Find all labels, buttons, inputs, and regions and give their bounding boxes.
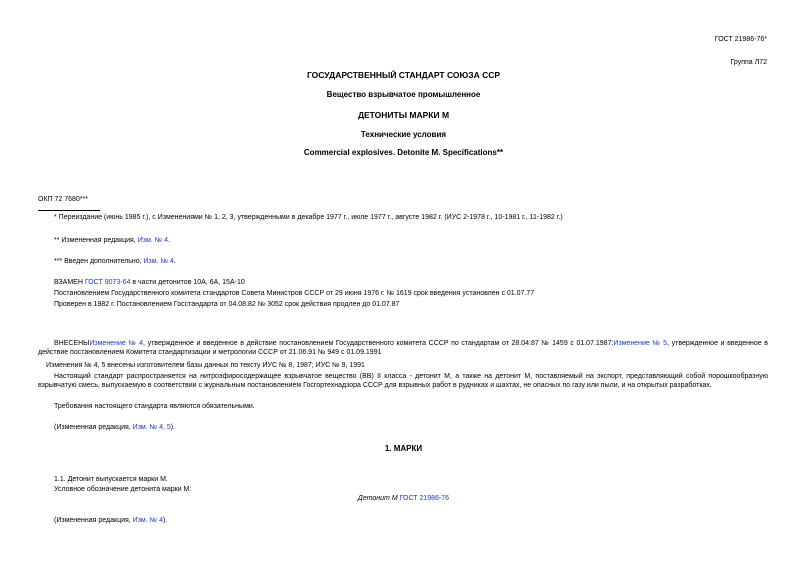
replaced-standard-link[interactable]: ГОСТ 9073-64 xyxy=(84,279,131,286)
footnote-divider xyxy=(38,210,100,211)
standard-subject: Вещество взрывчатое промышленное xyxy=(326,90,481,99)
amendments-text-1: , утвержденное и введенное в действие постановлением Государственного комитета СССР по стандартам от 28.04.87 № 1459 с 01.07.1987; xyxy=(143,340,614,347)
designation-label: Условное обозначение детонита марки М: xyxy=(54,486,192,493)
requirements-text: Требования настоящего стандарта являются обязательными. xyxy=(54,403,255,410)
replaces-prefix: ВЗАМЕН xyxy=(54,279,85,286)
section-item-1-1: 1.1. Детонит выпускается марки М. xyxy=(54,476,168,483)
document-code: ГОСТ 21986-76* xyxy=(714,36,767,43)
standard-title: ГОСУДАРСТВЕННЫЙ СТАНДАРТ СОЮЗА ССР xyxy=(306,70,501,80)
revision-2-link[interactable]: Изм. № 4 xyxy=(132,517,163,524)
footnote-introduced xyxy=(54,258,176,267)
document-group: Группа Л72 xyxy=(730,59,767,66)
footnote-introduced-link[interactable]: Изм. № 4 xyxy=(143,258,174,265)
section-heading: 1. МАРКИ xyxy=(384,444,423,453)
english-title: Commercial explosives. Detonite M. Specifications** xyxy=(303,148,504,157)
okp-code: ОКП 72 7680*** xyxy=(38,196,88,203)
footnote-changed-suffix: . xyxy=(168,237,170,244)
designation-example-prefix: Детонит М xyxy=(357,495,400,502)
designation-example xyxy=(0,495,807,504)
checked-line: Проверен в 1982 г. Постановлением Госстандарта от 04.08.82 № 3052 срок действия продлен до 01.07.87 xyxy=(54,301,400,308)
footnote-changed xyxy=(54,237,170,246)
amendment-5-link[interactable]: Изменение № 5 xyxy=(613,340,668,347)
footnote-reissue: * Переиздание (июнь 1985 г.), с Изменениями № 1, 2, 3, утвержденными в декабре 1977 г., июле 1977 г., августе 1982 г. (ИУС 2-1978 г., 10-1981 г., 11-1982 г.) xyxy=(54,214,563,221)
scope-paragraph: Настоящий стандарт распространяется на нитроэфиросодержащее взрывчатое вещество (ВВ) II класса - детонит М, а также на детонит М, поставляемый на экспорт, представляющий собой порошкообразную взрывчатую смесь, выпускаемую в соответствии с журнальным постановлением Госгортехнадзора СССР для взрывных работ в рудниках и шахтах, не опасных по газу или пыли, и на открытых разработках. xyxy=(38,373,768,389)
replaces-suffix: в части детонитов 10А, 6А, 15А-10 xyxy=(130,279,245,286)
standard-subtitle: Технические условия xyxy=(360,130,447,139)
revision-note-2 xyxy=(54,517,167,526)
amendment-4-link[interactable]: Изменение № 4 xyxy=(89,340,144,347)
resolution-line: Постановлением Государственного комитета стандартов Совета Министров СССР от 29 июня 1976 г. № 1619 срок введения установлен с 01.07.77 xyxy=(54,290,535,297)
revision-1-link[interactable]: Изм. № 4, 5 xyxy=(132,424,171,431)
amendments-text-2: , утвержденное и введенное в действие постановлением Комитета стандартизации и метрологии СССР от 21.06.91 № 949 с 01.09.1991 xyxy=(38,340,769,356)
revision-2-prefix: (Измененная редакция, xyxy=(54,517,133,524)
replaces-line xyxy=(54,279,245,288)
amendments-label: ВНЕСЕНЫ xyxy=(54,340,90,347)
standard-name: ДЕТОНИТЫ МАРКИ М xyxy=(357,110,450,120)
revision-note-1 xyxy=(54,424,175,433)
revision-2-suffix: ). xyxy=(162,517,168,524)
footnote-introduced-suffix: . xyxy=(173,258,176,265)
designation-standard-link[interactable]: ГОСТ 21986-76 xyxy=(399,495,450,502)
amendments-note: Изменения № 4, 5 внесены изготовителем базы данных по тексту ИУС № 8, 1987; ИУС № 9, 1991 xyxy=(46,362,365,369)
revision-1-suffix: ). xyxy=(170,424,176,431)
footnote-changed-link[interactable]: Изм. № 4 xyxy=(137,237,169,244)
footnote-changed-prefix: ** Измененная редакция, xyxy=(54,237,138,244)
footnote-introduced-prefix: *** Введен дополнительно, xyxy=(54,258,144,265)
revision-1-prefix: (Измененная редакция, xyxy=(54,424,133,431)
amendments-paragraph xyxy=(38,340,768,358)
